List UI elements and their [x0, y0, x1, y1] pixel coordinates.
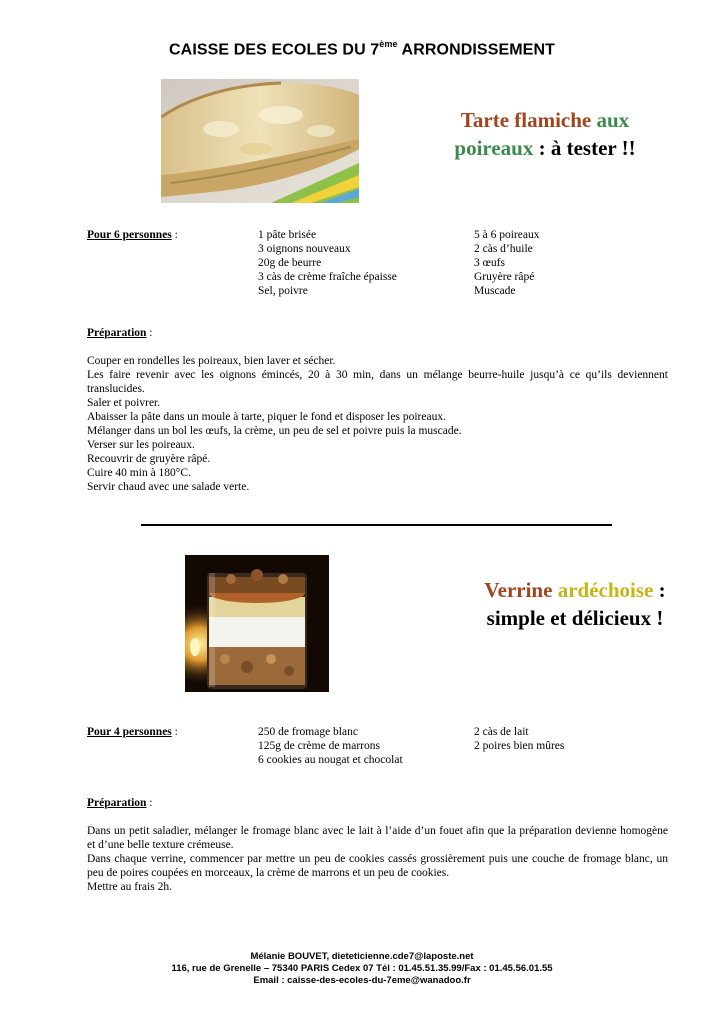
recipe2-prep-suffix: : — [146, 797, 153, 809]
header-title-sup: ème — [379, 39, 398, 49]
ingredient: 2 càs d’huile — [474, 243, 533, 255]
ingredient: 125g de crème de marrons — [258, 740, 380, 752]
step: Cuire 40 min à 180°C. — [87, 467, 191, 479]
step: Dans chaque verrine, commencer par mettre un peu de cookies cassés grossièrement puis une couche de fromage blanc, un peu de poires coupées en morceaux, la crème de marrons et un peu de cookies. — [87, 853, 668, 879]
section-divider — [141, 524, 612, 526]
footer-contact: Mélanie BOUVET, dieteticienne.cde7@laposte.net — [250, 951, 474, 962]
recipe1-servings — [87, 228, 178, 242]
ingredient: 2 càs de lait — [474, 726, 529, 738]
header-title-before: CAISSE DES ECOLES DU 7 — [169, 41, 380, 59]
recipe2-title-part1: Verrine — [484, 578, 553, 602]
recipe1-prep-suffix: : — [146, 327, 153, 339]
recipe2-steps — [87, 824, 668, 894]
ingredient: 3 càs de crème fraîche épaisse — [258, 271, 397, 283]
recipe2-prep-heading — [87, 796, 152, 810]
ingredient: 1 pâte brisée — [258, 229, 317, 241]
recipe2-ingredients-col2 — [474, 725, 564, 753]
verrine-photo — [185, 555, 329, 692]
recipe2-ingredients-col1 — [258, 725, 403, 767]
footer-email: Email : caisse-des-ecoles-du-7eme@wanadoo.fr — [253, 975, 471, 986]
recipe1-servings-label: Pour 6 personnes — [87, 229, 172, 241]
ingredient: 20g de beurre — [258, 257, 322, 269]
ingredient: 2 poires bien mûres — [474, 740, 565, 752]
step: Couper en rondelles les poireaux, bien laver et sécher. — [87, 355, 336, 367]
ingredient: Muscade — [474, 285, 516, 297]
recipe1-prep-label: Préparation — [87, 327, 147, 339]
ingredient: Sel, poivre — [258, 285, 308, 297]
step: Saler et poivrer. — [87, 397, 161, 409]
recipe1-ingredients-col2 — [474, 228, 539, 298]
recipe1-servings-suffix: : — [171, 229, 178, 241]
recipe2-title-part4: : — [653, 578, 666, 602]
recipe2-servings-label: Pour 4 personnes — [87, 726, 172, 738]
ingredient: 250 de fromage blanc — [258, 726, 358, 738]
ingredient: Gruyère râpé — [474, 271, 535, 283]
recipe1-title-part1: Tarte flamiche — [460, 108, 592, 132]
recipe1-steps — [87, 354, 668, 494]
recipe2-title-line2: simple et délicieux ! — [486, 606, 664, 630]
recipe1-title — [420, 106, 670, 162]
header-title-after: ARRONDISSEMENT — [397, 41, 555, 59]
ingredient: 3 oignons nouveaux — [258, 243, 351, 255]
step: Servir chaud avec une salade verte. — [87, 481, 250, 493]
recipe2-prep-label: Préparation — [87, 797, 147, 809]
recipe2-servings — [87, 725, 178, 739]
recipe1-title-part2: aux — [591, 108, 630, 132]
document-footer — [0, 951, 724, 987]
document-header — [0, 40, 724, 59]
recipe1-title-part4: : à tester !! — [533, 136, 636, 160]
recipe1-ingredients-col1 — [258, 228, 397, 298]
step: Les faire revenir avec les oignons émincés, 20 à 30 min, dans un mélange beurre-huile jusqu’à ce qu’ils deviennent translucides. — [87, 369, 668, 395]
recipe1-title-part3: poireaux — [454, 136, 534, 160]
ingredient: 6 cookies au nougat et chocolat — [258, 754, 403, 766]
step: Verser sur les poireaux. — [87, 439, 195, 451]
tart-photo — [161, 79, 359, 203]
recipe1-prep-heading — [87, 326, 152, 340]
step: Abaisser la pâte dans un moule à tarte, piquer le fond et disposer les poireaux. — [87, 411, 446, 423]
footer-address: 116, rue de Grenelle – 75340 PARIS Cedex 07 Tél : 01.45.51.35.99/Fax : 01.45.56.01.55 — [171, 963, 553, 974]
step: Recouvrir de gruyère râpé. — [87, 453, 211, 465]
recipe2-title-part3: ardéchoise — [557, 578, 654, 602]
step: Dans un petit saladier, mélanger le fromage blanc avec le lait à l’aide d’un fouet afin que la préparation devienne homogène et d’une belle texture crémeuse. — [87, 825, 668, 851]
step: Mettre au frais 2h. — [87, 881, 172, 893]
recipe2-servings-suffix: : — [171, 726, 178, 738]
recipe2-title — [440, 576, 710, 632]
ingredient: 5 à 6 poireaux — [474, 229, 540, 241]
step: Mélanger dans un bol les œufs, la crème, un peu de sel et poivre puis la muscade. — [87, 425, 462, 437]
ingredient: 3 œufs — [474, 257, 505, 269]
